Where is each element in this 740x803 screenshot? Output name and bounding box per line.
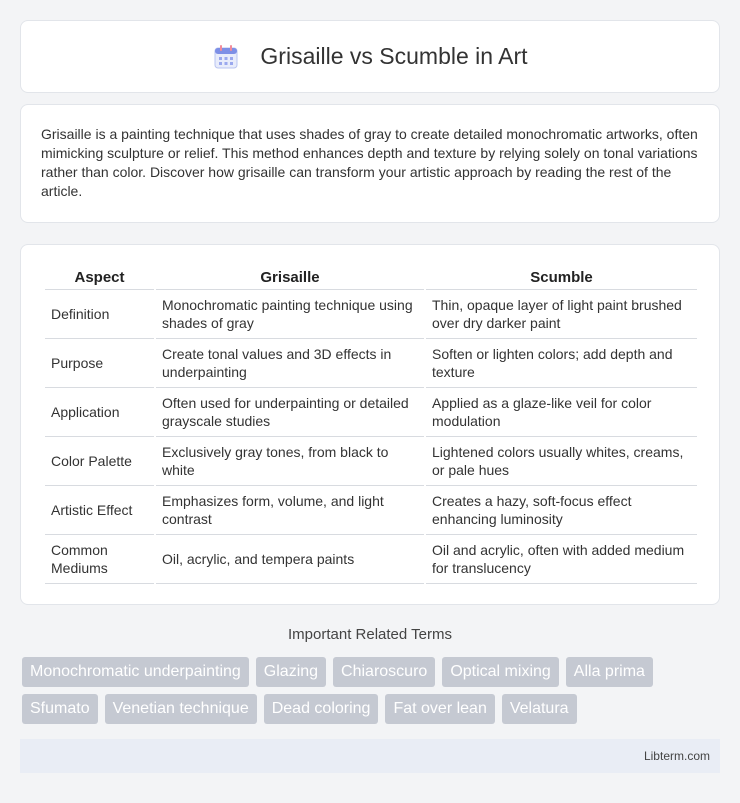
cell-scumble: Creates a hazy, soft-focus effect enhancing luminosity xyxy=(426,486,697,535)
cell-scumble: Thin, opaque layer of light paint brushed over dry darker paint xyxy=(426,290,697,339)
related-terms xyxy=(22,657,722,731)
cell-grisaille: Create tonal values and 3D effects in underpainting xyxy=(156,339,424,388)
footer xyxy=(20,739,720,773)
comparison-card xyxy=(20,244,720,605)
cell-scumble: Oil and acrylic, often with added medium for translucency xyxy=(426,535,697,584)
cell-scumble: Applied as a glaze-like veil for color modulation xyxy=(426,388,697,437)
header-card xyxy=(20,20,720,93)
cell-aspect: Definition xyxy=(45,290,154,339)
cell-grisaille: Emphasizes form, volume, and light contrast xyxy=(156,486,424,535)
term-tag[interactable]: Dead coloring xyxy=(264,694,379,724)
intro-text: Grisaille is a painting technique that uses shades of gray to create detailed monochromatic artworks, often mimicking sculpture or relief. This method enhances depth and texture by relying solely on tonal variations rather than color. Discover how grisaille can transform your artistic approach by reading the rest of the article. xyxy=(41,126,698,199)
table-row xyxy=(45,486,697,535)
cell-aspect: Purpose xyxy=(45,339,154,388)
table-row xyxy=(45,388,697,437)
cell-aspect: Artistic Effect xyxy=(45,486,154,535)
footer-link[interactable]: Libterm.com xyxy=(643,749,710,763)
term-tag[interactable]: Velatura xyxy=(502,694,577,724)
header-grisaille: Grisaille xyxy=(156,265,424,290)
table-header-row xyxy=(45,265,697,290)
page-title: Grisaille vs Scumble in Art xyxy=(260,43,528,69)
header-aspect: Aspect xyxy=(45,265,154,290)
terms-row-1 xyxy=(22,657,722,687)
header-scumble: Scumble xyxy=(426,265,697,290)
cell-grisaille: Monochromatic painting technique using shades of gray xyxy=(156,290,424,339)
cell-aspect: Application xyxy=(45,388,154,437)
term-tag[interactable]: Monochromatic underpainting xyxy=(22,657,249,687)
term-tag[interactable]: Alla prima xyxy=(566,657,653,687)
cell-aspect: Color Palette xyxy=(45,437,154,486)
term-tag[interactable]: Sfumato xyxy=(22,694,98,724)
intro-card xyxy=(20,104,720,223)
table-row xyxy=(45,339,697,388)
table-row xyxy=(45,535,697,584)
terms-row-2 xyxy=(22,694,722,724)
cell-scumble: Lightened colors usually whites, creams, or pale hues xyxy=(426,437,697,486)
cell-scumble: Soften or lighten colors; add depth and texture xyxy=(426,339,697,388)
cell-grisaille: Oil, acrylic, and tempera paints xyxy=(156,535,424,584)
term-tag[interactable]: Glazing xyxy=(256,657,326,687)
term-tag[interactable]: Chiaroscuro xyxy=(333,657,435,687)
term-tag[interactable]: Optical mixing xyxy=(442,657,558,687)
term-tag[interactable]: Venetian technique xyxy=(105,694,257,724)
related-terms-title: Important Related Terms xyxy=(288,626,452,643)
table-row xyxy=(45,437,697,486)
comparison-table xyxy=(43,265,699,584)
table-row xyxy=(45,290,697,339)
cell-grisaille: Exclusively gray tones, from black to white xyxy=(156,437,424,486)
cell-aspect: Common Mediums xyxy=(45,535,154,584)
calendar-icon xyxy=(212,43,240,71)
term-tag[interactable]: Fat over lean xyxy=(385,694,494,724)
cell-grisaille: Often used for underpainting or detailed grayscale studies xyxy=(156,388,424,437)
